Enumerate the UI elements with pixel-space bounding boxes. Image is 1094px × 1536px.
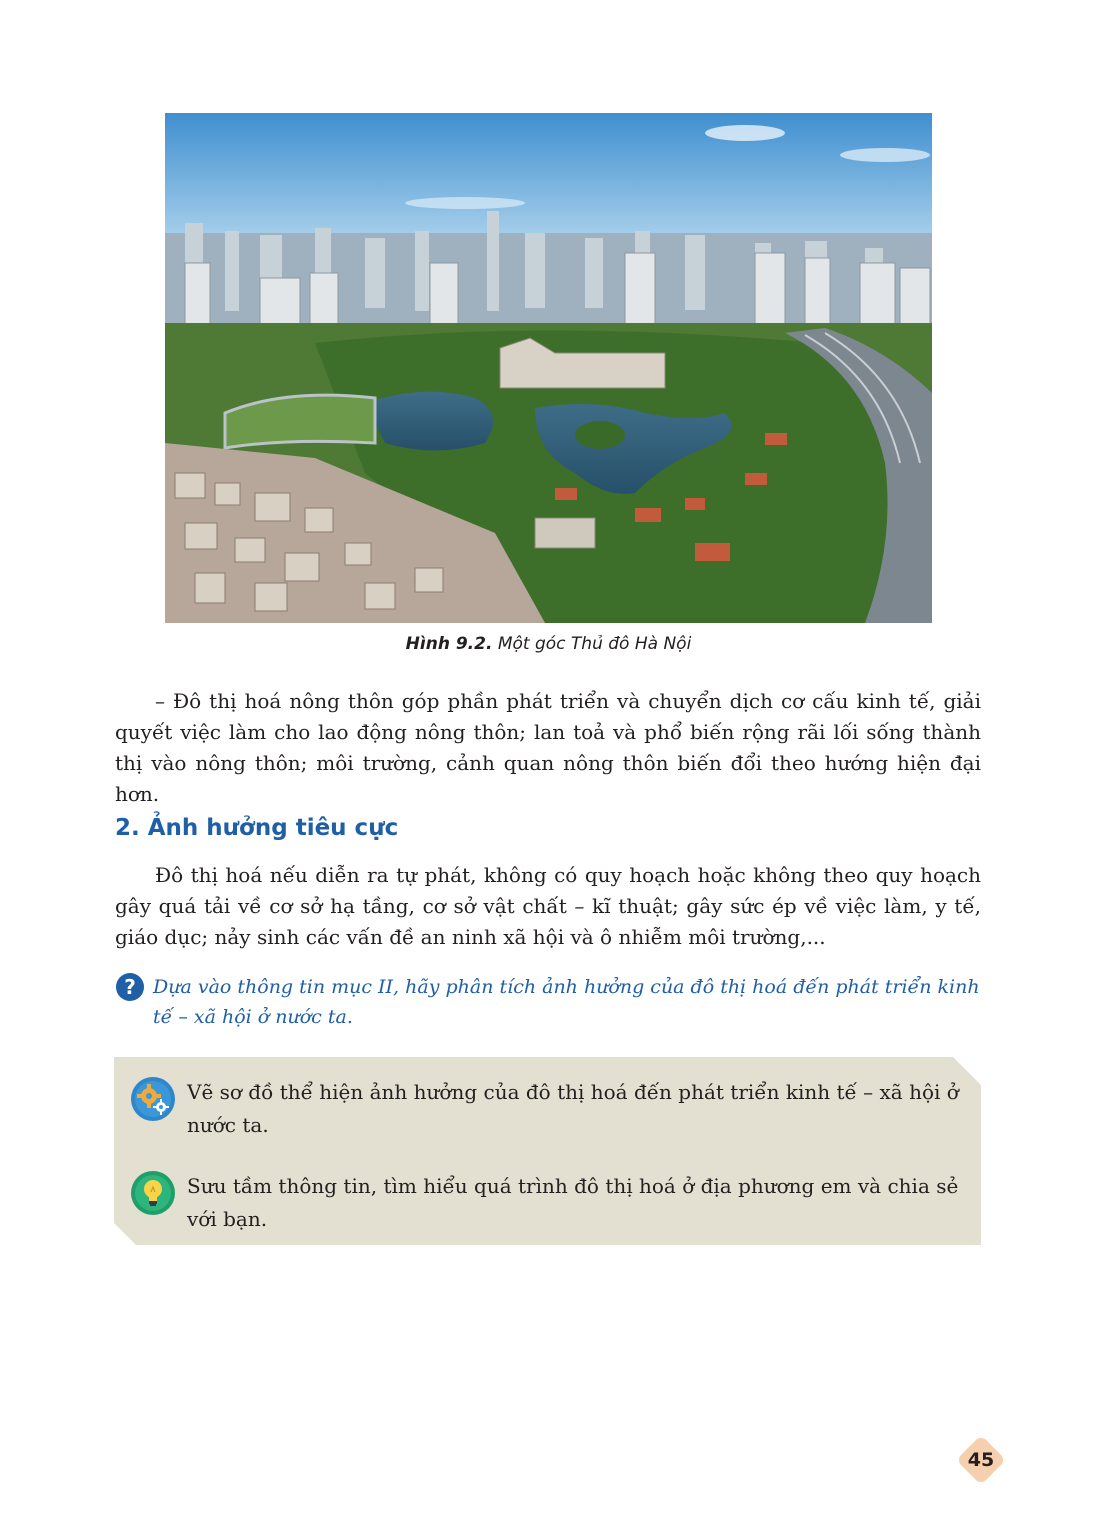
paragraph-urbanization-rural: – Đô thị hoá nông thôn góp phần phát triển và chuyển dịch cơ cấu kinh tế, giải quyết việc làm cho lao động nông thôn; lan toả và phổ biến rộng rãi lối sống thành thị vào nông thôn; môi trường, cảnh quan nông thôn biến đổi theo hướng hiện đại hơn. <box>115 689 981 806</box>
figure-caption <box>165 634 932 654</box>
question-text: Dựa vào thông tin mục II, hãy phân tích ảnh hưởng của đô thị hoá đến phát triển kinh tế – xã hội ở nước ta. <box>153 976 980 1028</box>
question-block <box>115 972 981 1032</box>
figure-caption-text: Một góc Thủ đô Hà Nội <box>497 634 692 654</box>
figure-caption-label: Hình 9.2. <box>405 634 493 654</box>
paragraph-negative-effects: Đô thị hoá nếu diễn ra tự phát, không có quy hoạch hoặc không theo quy hoạch gây quá tải về cơ sở hạ tầng, cơ sở vật chất – kĩ thuật; gây sức ép về việc làm, y tế, giáo dục; nảy sinh các vấn đề an ninh xã hội và ô nhiễm môi trường,... <box>115 863 981 949</box>
activity-text: Sưu tầm thông tin, tìm hiểu quá trình đô thị hoá ở địa phương em và chia sẻ với bạn. <box>187 1174 959 1231</box>
page-number-badge <box>957 1436 1005 1484</box>
page-number: 45 <box>967 1449 995 1471</box>
gears-icon <box>130 1076 176 1122</box>
activity-text: Vẽ sơ đồ thể hiện ảnh hưởng của đô thị hoá đến phát triển kinh tế – xã hội ở nước ta. <box>187 1080 959 1137</box>
section-heading: 2. Ảnh hưởng tiêu cực <box>115 815 399 841</box>
lightbulb-icon <box>130 1170 176 1216</box>
activity-draw-diagram <box>130 1076 970 1142</box>
hanoi-aerial-photo <box>165 113 932 623</box>
svg-text:?: ? <box>124 975 136 999</box>
activity-research <box>130 1170 970 1236</box>
question-icon <box>115 972 145 1002</box>
